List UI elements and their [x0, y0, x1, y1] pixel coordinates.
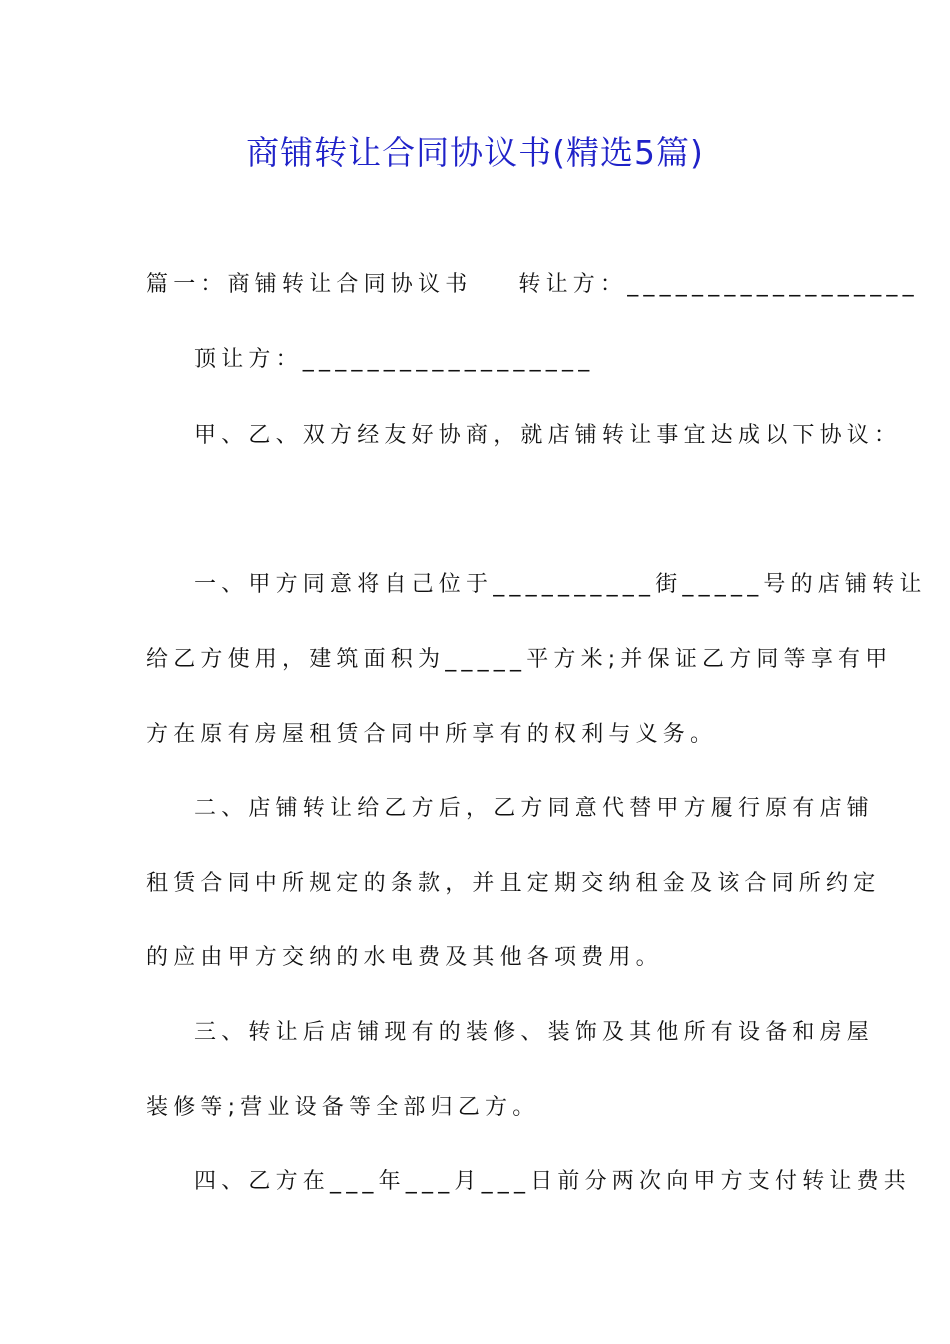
section-heading: 篇一：商铺转让合同协议书 [146, 272, 473, 297]
clause-3-line-2: 装修等;营业设备等全部归乙方。 [146, 1095, 540, 1120]
clause-3-line-1: 三、转让后店铺现有的装修、装饰及其他所有设备和房屋 [194, 1020, 875, 1045]
document-title: 商铺转让合同协议书(精选5篇) [246, 133, 704, 172]
transferee-field: 顶让方：__________________ [194, 347, 595, 372]
paragraph-intro: 甲、乙、双方经友好协商，就店铺转让事宜达成以下协议： [194, 423, 902, 448]
clause-2-line-1: 二、店铺转让给乙方后，乙方同意代替甲方履行原有店铺 [194, 796, 875, 821]
clause-2-line-2: 租赁合同中所规定的条款，并且定期交纳租金及该合同所约定 [146, 871, 881, 896]
section-heading-line [146, 270, 919, 300]
transferor-field: 转让方：__________________ [518, 272, 919, 297]
clause-2-line-3: 的应由甲方交纳的水电费及其他各项费用。 [146, 945, 663, 970]
clause-1-line-1: 一、甲方同意将自己位于__________街_____号的店铺转让 [194, 572, 927, 597]
clause-4-line-1: 四、乙方在___年___月___日前分两次向甲方支付转让费共 [194, 1169, 912, 1194]
clause-1-line-2: 给乙方使用，建筑面积为_____平方米;并保证乙方同等享有甲 [146, 647, 893, 672]
clause-1-line-3: 方在原有房屋租赁合同中所享有的权利与义务。 [146, 722, 718, 747]
